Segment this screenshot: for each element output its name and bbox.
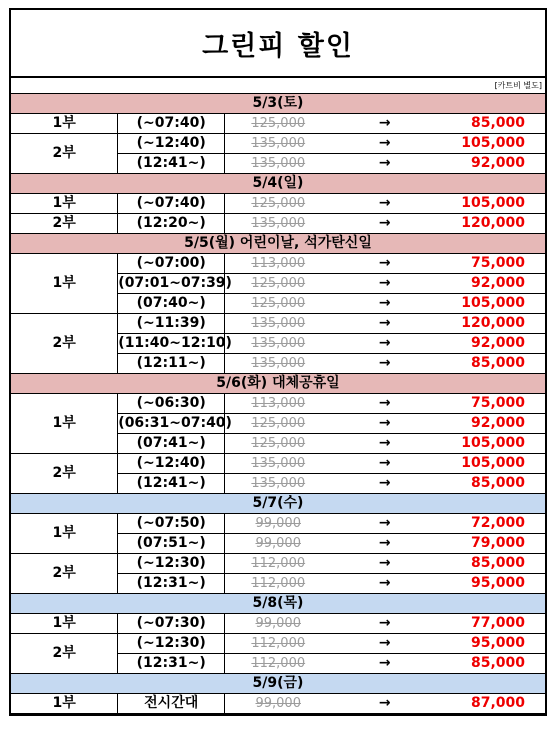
part-label: 1부	[11, 114, 118, 134]
original-price: 112,000	[225, 574, 332, 594]
discount-price: 85,000	[438, 474, 545, 494]
original-price: 112,000	[225, 634, 332, 654]
original-price: 99,000	[225, 614, 332, 634]
part-label: 2부	[11, 314, 118, 374]
day-header-row	[11, 494, 545, 514]
discount-price: 105,000	[438, 434, 545, 454]
arrow-icon: →	[331, 634, 438, 654]
tee-time: (~12:30)	[118, 634, 225, 654]
arrow-icon: →	[331, 294, 438, 314]
cart-fee-note: [카트비 별도]	[11, 78, 545, 94]
price-row	[11, 194, 545, 214]
price-table-body	[11, 94, 545, 714]
tee-time: (12:41~)	[118, 154, 225, 174]
tee-time: (11:40~12:10)	[118, 334, 225, 354]
tee-time: (07:41~)	[118, 434, 225, 454]
arrow-icon: →	[331, 274, 438, 294]
part-label: 1부	[11, 614, 118, 634]
sheet-title: 그린피 할인	[11, 10, 545, 78]
original-price: 125,000	[225, 294, 332, 314]
discount-price: 77,000	[438, 614, 545, 634]
discount-price: 85,000	[438, 554, 545, 574]
original-price: 135,000	[225, 334, 332, 354]
day-header: 5/3(토)	[11, 94, 545, 114]
price-row	[11, 134, 545, 154]
tee-time: 전시간대	[118, 694, 225, 714]
day-header-row	[11, 234, 545, 254]
original-price: 135,000	[225, 134, 332, 154]
day-header: 5/7(수)	[11, 494, 545, 514]
day-header: 5/6(화) 대체공휴일	[11, 374, 545, 394]
original-price: 99,000	[225, 514, 332, 534]
discount-price: 95,000	[438, 574, 545, 594]
arrow-icon: →	[331, 454, 438, 474]
original-price: 113,000	[225, 394, 332, 414]
price-row	[11, 394, 545, 414]
tee-time: (12:20~)	[118, 214, 225, 234]
arrow-icon: →	[331, 654, 438, 674]
price-table	[11, 94, 545, 714]
original-price: 135,000	[225, 314, 332, 334]
tee-time: (~12:40)	[118, 134, 225, 154]
arrow-icon: →	[331, 434, 438, 454]
price-row	[11, 694, 545, 714]
price-row	[11, 114, 545, 134]
discount-price: 87,000	[438, 694, 545, 714]
discount-price: 72,000	[438, 514, 545, 534]
tee-time: (06:31~07:40)	[118, 414, 225, 434]
part-label: 1부	[11, 254, 118, 314]
tee-time: (~12:30)	[118, 554, 225, 574]
original-price: 135,000	[225, 474, 332, 494]
arrow-icon: →	[331, 474, 438, 494]
discount-price: 85,000	[438, 114, 545, 134]
part-label: 2부	[11, 634, 118, 674]
arrow-icon: →	[331, 354, 438, 374]
tee-time: (~07:00)	[118, 254, 225, 274]
arrow-icon: →	[331, 254, 438, 274]
day-header: 5/9(금)	[11, 674, 545, 694]
original-price: 135,000	[225, 354, 332, 374]
tee-time: (07:51~)	[118, 534, 225, 554]
tee-time: (07:40~)	[118, 294, 225, 314]
part-label: 2부	[11, 214, 118, 234]
discount-price: 120,000	[438, 214, 545, 234]
tee-time: (~07:50)	[118, 514, 225, 534]
price-row	[11, 614, 545, 634]
arrow-icon: →	[331, 214, 438, 234]
part-label: 2부	[11, 134, 118, 174]
discount-price: 105,000	[438, 134, 545, 154]
arrow-icon: →	[331, 134, 438, 154]
arrow-icon: →	[331, 534, 438, 554]
tee-time: (12:31~)	[118, 654, 225, 674]
discount-price: 75,000	[438, 394, 545, 414]
tee-time: (~07:30)	[118, 614, 225, 634]
part-label: 1부	[11, 394, 118, 454]
original-price: 112,000	[225, 554, 332, 574]
part-label: 2부	[11, 454, 118, 494]
part-label: 1부	[11, 194, 118, 214]
discount-price: 75,000	[438, 254, 545, 274]
part-label: 2부	[11, 554, 118, 594]
tee-time: (~07:40)	[118, 194, 225, 214]
tee-time: (07:01~07:39)	[118, 274, 225, 294]
tee-time: (~11:39)	[118, 314, 225, 334]
day-header-row	[11, 374, 545, 394]
tee-time: (~06:30)	[118, 394, 225, 414]
price-row	[11, 554, 545, 574]
original-price: 135,000	[225, 154, 332, 174]
part-label: 1부	[11, 514, 118, 554]
day-header-row	[11, 674, 545, 694]
tee-time: (12:31~)	[118, 574, 225, 594]
price-row	[11, 254, 545, 274]
original-price: 125,000	[225, 114, 332, 134]
tee-time: (12:41~)	[118, 474, 225, 494]
arrow-icon: →	[331, 394, 438, 414]
arrow-icon: →	[331, 554, 438, 574]
discount-price: 92,000	[438, 154, 545, 174]
original-price: 125,000	[225, 194, 332, 214]
day-header: 5/5(월) 어린이날, 석가탄신일	[11, 234, 545, 254]
arrow-icon: →	[331, 574, 438, 594]
day-header-row	[11, 594, 545, 614]
tee-time: (~07:40)	[118, 114, 225, 134]
arrow-icon: →	[331, 194, 438, 214]
price-sheet	[9, 8, 547, 716]
day-header-row	[11, 94, 545, 114]
original-price: 135,000	[225, 454, 332, 474]
original-price: 99,000	[225, 534, 332, 554]
price-row	[11, 214, 545, 234]
arrow-icon: →	[331, 314, 438, 334]
day-header: 5/4(일)	[11, 174, 545, 194]
discount-price: 105,000	[438, 454, 545, 474]
discount-price: 105,000	[438, 194, 545, 214]
original-price: 112,000	[225, 654, 332, 674]
day-header: 5/8(목)	[11, 594, 545, 614]
arrow-icon: →	[331, 114, 438, 134]
price-row	[11, 314, 545, 334]
discount-price: 92,000	[438, 334, 545, 354]
discount-price: 79,000	[438, 534, 545, 554]
arrow-icon: →	[331, 614, 438, 634]
original-price: 125,000	[225, 414, 332, 434]
discount-price: 120,000	[438, 314, 545, 334]
discount-price: 92,000	[438, 274, 545, 294]
discount-price: 95,000	[438, 634, 545, 654]
arrow-icon: →	[331, 414, 438, 434]
price-row	[11, 514, 545, 534]
arrow-icon: →	[331, 514, 438, 534]
tee-time: (12:11~)	[118, 354, 225, 374]
discount-price: 85,000	[438, 354, 545, 374]
arrow-icon: →	[331, 154, 438, 174]
day-header-row	[11, 174, 545, 194]
tee-time: (~12:40)	[118, 454, 225, 474]
original-price: 113,000	[225, 254, 332, 274]
original-price: 125,000	[225, 274, 332, 294]
original-price: 135,000	[225, 214, 332, 234]
arrow-icon: →	[331, 334, 438, 354]
price-row	[11, 454, 545, 474]
discount-price: 85,000	[438, 654, 545, 674]
original-price: 99,000	[225, 694, 332, 714]
discount-price: 105,000	[438, 294, 545, 314]
discount-price: 92,000	[438, 414, 545, 434]
arrow-icon: →	[331, 694, 438, 714]
original-price: 125,000	[225, 434, 332, 454]
part-label: 1부	[11, 694, 118, 714]
price-row	[11, 634, 545, 654]
